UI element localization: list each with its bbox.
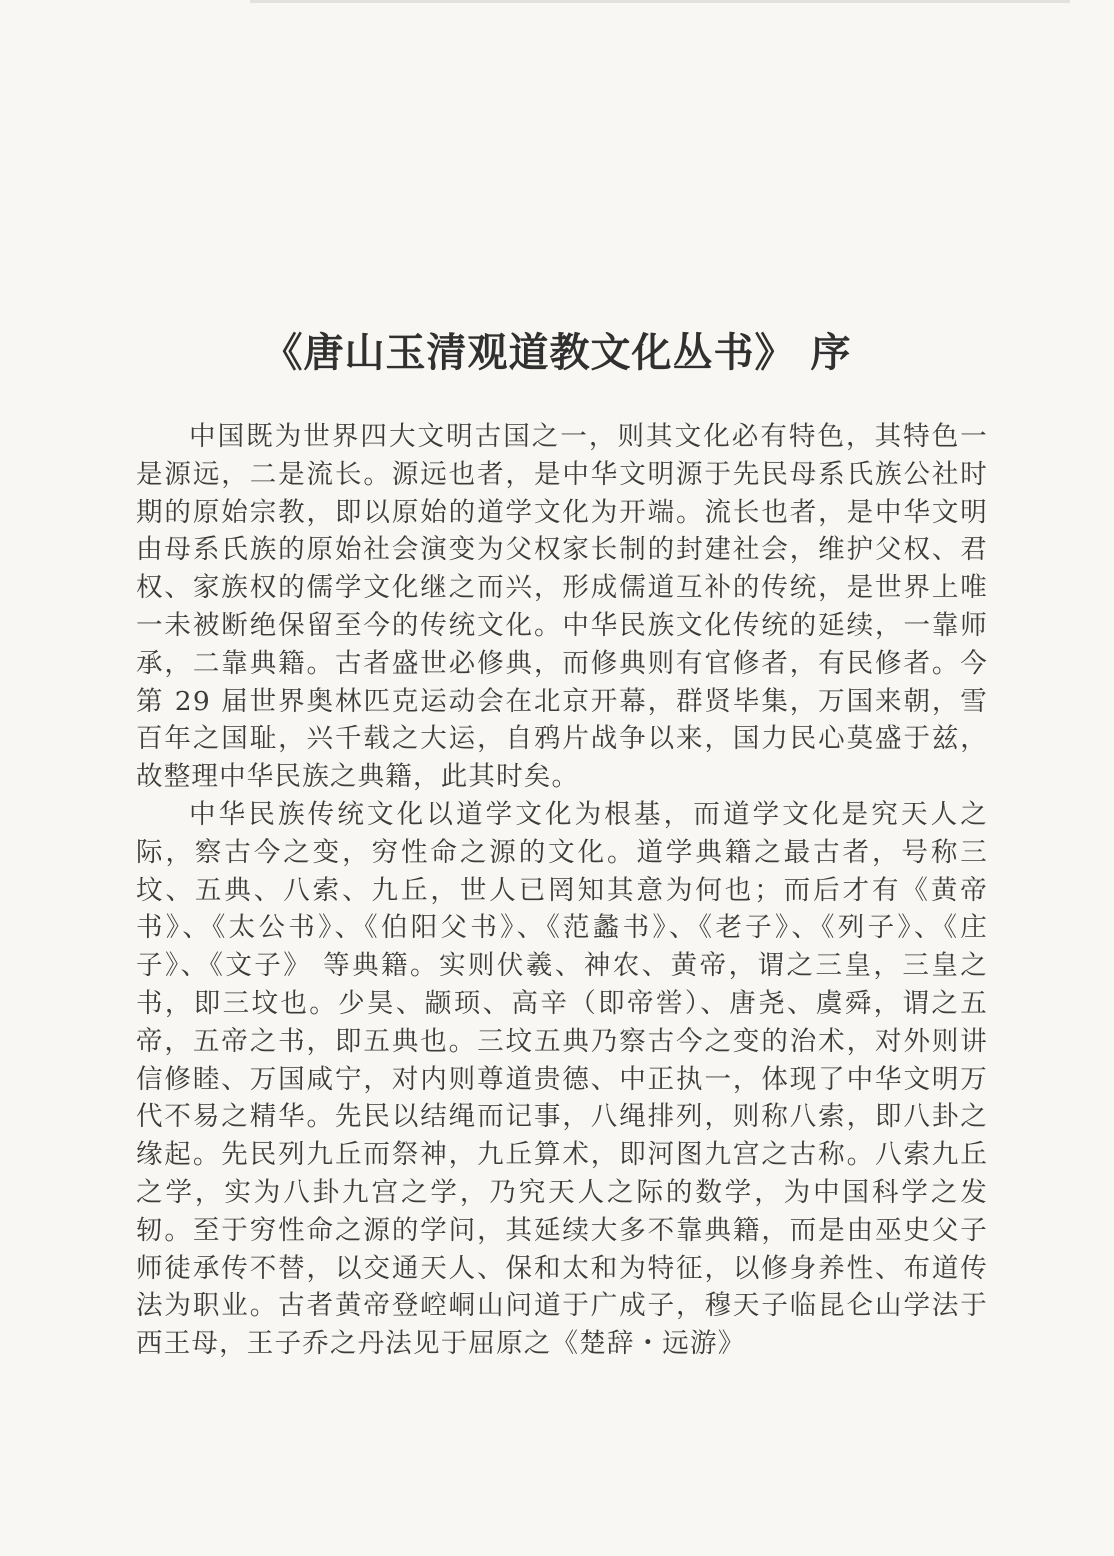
- paragraph-2: 中华民族传统文化以道学文化为根基，而道学文化是究天人之际，察古今之变，穷性命之源的文化。道学典籍之最古者，号称三坟、五典、八索、九丘，世人已罔知其意为何也；而后才有《黄帝书》、《太公书》、《伯阳父书》、《范蠡书》、《老子》、《列子》、《庄子》、《文子》 等典籍。实则伏羲、神农、黄帝，谓之三皇，三皇之书，即三坟也。少昊、颛顼、高辛（即帝喾）、唐尧、虞舜，谓之五帝，五帝之书，即五典也。三坟五典乃察古今之变的治术，对外则讲信修睦、万国咸宁，对内则尊道贵德、中正执一，体现了中华文明万代不易之精华。先民以结绳而记事，八绳排列，则称八索，即八卦之缘起。先民列九丘而祭神，九丘算术，即河图九宫之古称。八索九丘之学，实为八卦九宫之学，乃究天人之际的数学，为中国科学之发轫。至于穷性命之源的学问，其延续大多不靠典籍，而是由巫史父子师徒承传不替，以交通天人、保和太和为特征，以修身养性、布道传法为职业。古者黄帝登崆峒山问道于广成子，穆天子临昆仑山学法于西王母，王子乔之丹法见于屈原之《楚辞・远游》: [136, 798, 988, 1360]
- page-top-edge: [250, 0, 1070, 3]
- page-title: 《唐山玉清观道教文化丛书》 序: [262, 328, 852, 376]
- preface-body: [136, 418, 988, 1363]
- paragraph-1: 中国既为世界四大文明古国之一，则其文化必有特色，其特色一是源远，二是流长。源远也者，是中华文明源于先民母系氏族公社时期的原始宗教，即以原始的道学文化为开端。流长也者，是中华文明由母系氏族的原始社会演变为父权家长制的封建社会，维护父权、君权、家族权的儒学文化继之而兴，形成儒道互补的传统，是世界上唯一未被断绝保留至今的传统文化。中华民族文化传统的延续，一靠师承，二靠典籍。古者盛世必修典，而修典则有官修者，有民修者。今第 29 届世界奥林匹克运动会在北京开幕，群贤毕集，万国来朝，雪百年之国耻，兴千载之大运，自鸦片战争以来，国力民心莫盛于兹，故整理中华民族之典籍，此其时矣。: [136, 421, 988, 793]
